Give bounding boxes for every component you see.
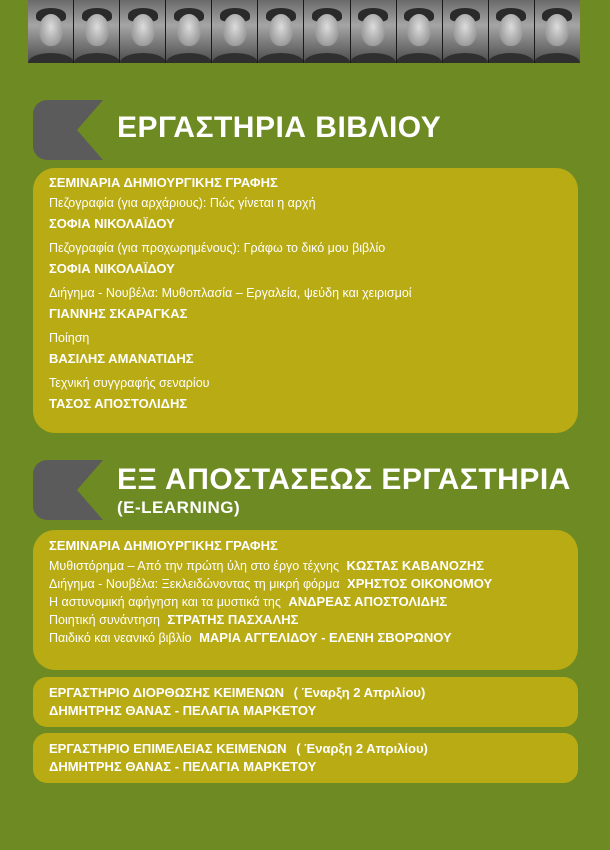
course-title: Πεζογραφία (για αρχάριους): Πώς γίνεται η αρχή	[49, 196, 316, 210]
author-portrait	[397, 0, 443, 63]
section-subtitle-elearning: (E-LEARNING)	[117, 498, 241, 517]
course-title: Τεχνική συγγραφής σεναρίου	[49, 376, 210, 390]
course-row	[49, 629, 578, 647]
course-teacher: ΜΑΡΙΑ ΑΓΓΕΛΙΔΟΥ - ΕΛΕΝΗ ΣΒΟΡΩΝΟΥ	[199, 630, 452, 645]
workshop-start-note: ( Έναρξη 2 Απριλίου)	[296, 741, 428, 756]
course-title: Η αστυνομική αφήγηση και τα μυστικά της	[49, 595, 281, 609]
course-row	[49, 611, 578, 629]
author-portrait	[74, 0, 120, 63]
author-portrait	[166, 0, 212, 63]
workshop-start-note: ( Έναρξη 2 Απριλίου)	[293, 685, 426, 700]
author-portrait	[258, 0, 304, 63]
course-title: Μυθιστόρημα – Από την πρώτη ύλη στο έργο τέχνης	[49, 559, 340, 573]
course-teacher: ΣΟΦΙΑ ΝΙΚΟΛΑΪΔΟΥ	[49, 216, 175, 231]
box-heading: ΣΕΜΙΝΑΡΙΑ ΔΗΜΙΟΥΡΓΙΚΗΣ ΓΡΑΦΗΣ	[49, 538, 278, 553]
brand-logo-icon	[33, 460, 103, 520]
brand-logo-icon	[33, 100, 103, 160]
workshop-box-proofreading	[33, 677, 578, 727]
course-teacher: ΣΤΡΑΤΗΣ ΠΑΣΧΑΛΗΣ	[167, 612, 299, 627]
course-row	[49, 575, 578, 593]
course-teacher: ΒΑΣΙΛΗΣ ΑΜΑΝΑΤΙΔΗΣ	[49, 351, 194, 366]
course-title: Ποίηση	[49, 331, 90, 345]
author-portrait	[443, 0, 489, 63]
workshop-teachers: ΔΗΜΗΤΡΗΣ ΘΑΝΑΣ - ΠΕΛΑΓΙΑ ΜΑΡΚΕΤΟΥ	[49, 759, 317, 774]
author-portrait	[28, 0, 74, 63]
course-title: Παιδικό και νεανικό βιβλίο	[49, 631, 192, 645]
author-portrait	[212, 0, 258, 63]
course-title: Πεζογραφία (για προχωρημένους): Γράφω το δικό μου βιβλίο	[49, 241, 386, 255]
workshop-title-row	[49, 685, 578, 701]
course-row	[49, 593, 578, 611]
author-portrait	[120, 0, 166, 63]
course-title: Διήγημα - Νουβέλα: Ξεκλειδώνοντας τη μικρή φόρμα	[49, 577, 340, 591]
course-teacher: ΤΑΣΟΣ ΑΠΟΣΤΟΛΙΔΗΣ	[49, 396, 188, 411]
workshop-box-editing	[33, 733, 578, 783]
course-title: Ποιητική συνάντηση	[49, 613, 160, 627]
course-teacher: ΑΝΔΡΕΑΣ ΑΠΟΣΤΟΛΙΔΗΣ	[288, 594, 448, 609]
author-portrait	[304, 0, 350, 63]
course-teacher: ΚΩΣΤΑΣ ΚΑΒΑΝΟΖΗΣ	[346, 558, 485, 573]
workshop-teachers: ΔΗΜΗΤΡΗΣ ΘΑΝΑΣ - ΠΕΛΑΓΙΑ ΜΑΡΚΕΤΟΥ	[49, 703, 317, 718]
section-title-distance-workshops: ΕΞ ΑΠΟΣΤΑΣΕΩΣ ΕΡΓΑΣΤΗΡΙΑ	[117, 463, 571, 496]
course-title: Διήγημα - Νουβέλα: Μυθοπλασία – Εργαλεία, ψεύδη και χειρισμοί	[49, 286, 412, 300]
course-teacher: ΓΙΑΝΝΗΣ ΣΚΑΡΑΓΚΑΣ	[49, 306, 188, 321]
course-teacher: ΧΡΗΣΤΟΣ ΟΙΚΟΝΟΜΟΥ	[347, 576, 493, 591]
course-row	[49, 557, 578, 575]
author-portrait	[535, 0, 580, 63]
workshop-title: ΕΡΓΑΣΤΗΡΙΟ ΕΠΙΜΕΛΕΙΑΣ ΚΕΙΜΕΝΩΝ	[49, 741, 287, 756]
section-title-book-workshops: ΕΡΓΑΣΤΗΡΙΑ ΒΙΒΛΙΟΥ	[117, 111, 442, 144]
author-portrait	[489, 0, 535, 63]
elearning-seminars-box	[33, 530, 578, 670]
course-teacher: ΣΟΦΙΑ ΝΙΚΟΛΑΪΔΟΥ	[49, 261, 175, 276]
workshop-title-row	[49, 741, 578, 757]
workshop-title: ΕΡΓΑΣΤΗΡΙΟ ΔΙΟΡΘΩΣΗΣ ΚΕΙΜΕΝΩΝ	[49, 685, 285, 700]
author-portrait	[351, 0, 397, 63]
author-photo-strip	[28, 0, 580, 63]
creative-writing-seminars-box	[33, 168, 578, 433]
box-heading: ΣΕΜΙΝΑΡΙΑ ΔΗΜΙΟΥΡΓΙΚΗΣ ΓΡΑΦΗΣ	[49, 175, 278, 190]
